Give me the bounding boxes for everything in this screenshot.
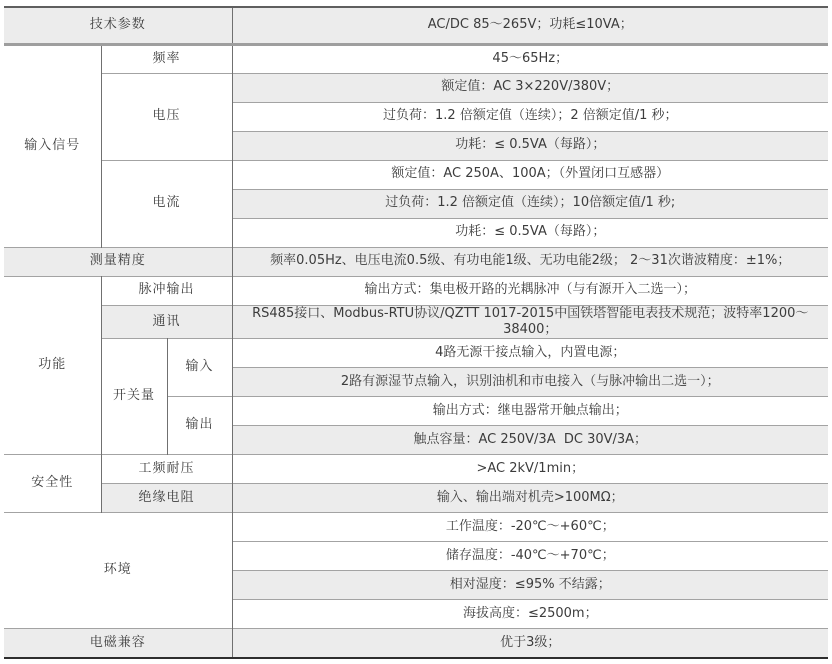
spec-value-switching-output-contact: 触点容量：AC 250V/3A DC 30V/3A； [232,426,828,455]
param-label-switching-output: 输出 [167,397,232,455]
spec-value-operating-temperature: 工作温度：-20℃～+60℃； [232,513,828,542]
spec-value-pulse-output: 输出方式：集电极开路的光耦脉冲（与有源开入二选一）； [232,276,828,305]
param-label-withstand-voltage: 工频耐压 [101,455,232,484]
section-label-measurement-accuracy: 测量精度 [4,247,232,276]
param-label-switching-input: 输入 [167,339,232,397]
section-label-functions: 功能 [4,276,101,455]
param-label-switching: 开关量 [101,339,167,455]
spec-value-switching-input-wet: 2路有源湿节点输入，识别油机和市电接入（与脉冲输出二选一）； [232,368,828,397]
header-value-power-supply: AC/DC 85～265V；功耗≤10VA； [232,7,828,44]
spec-value-relative-humidity: 相对湿度：≤95% 不结露； [232,571,828,600]
spec-value-emc: 优于3级； [232,629,828,658]
spec-value-current-rated: 额定值：AC 250A、100A；（外置闭口互感器） [232,160,828,189]
param-label-frequency: 频率 [101,44,232,73]
spec-value-switching-input-dry: 4路无源干接点输入，内置电源； [232,339,828,368]
section-label-environment: 环境 [4,513,232,629]
spec-value-switching-output-mode: 输出方式：继电器常开触点输出； [232,397,828,426]
header-label-technical-parameters: 技术参数 [4,7,232,44]
spec-value-voltage-overload: 过负荷：1.2 倍额定值（连续）；2 倍额定值/1 秒； [232,102,828,131]
spec-value-current-overload: 过负荷：1.2 倍额定值（连续）；10倍额定值/1 秒; [232,189,828,218]
param-label-communication: 通讯 [101,305,232,339]
spec-value-storage-temperature: 储存温度：-40℃～+70℃； [232,542,828,571]
section-label-safety: 安全性 [4,455,101,513]
param-label-current: 电流 [101,160,232,247]
spec-value-insulation-resistance: 输入、输出端对机壳>100MΩ； [232,484,828,513]
spec-value-communication: RS485接口、Modbus-RTU协议/QZTT 1017-2015中国铁塔智能电表技术规范；波特率1200～38400； [232,305,828,339]
spec-value-voltage-consumption: 功耗：≤ 0.5VA（每路）； [232,131,828,160]
spec-value-current-consumption: 功耗：≤ 0.5VA（每路）； [232,218,828,247]
spec-value-voltage-rated: 额定值：AC 3×220V/380V； [232,73,828,102]
param-label-voltage: 电压 [101,73,232,160]
param-label-insulation-resistance: 绝缘电阻 [101,484,232,513]
section-label-emc: 电磁兼容 [4,629,232,658]
spec-value-altitude: 海拔高度：≤2500m； [232,600,828,629]
technical-spec-table [4,6,828,659]
section-label-input-signal: 输入信号 [4,44,101,247]
spec-value-frequency: 45～65Hz； [232,44,828,73]
spec-value-measurement-accuracy: 频率0.05Hz、电压电流0.5级、有功电能1级、无功电能2级； 2～31次谐波精度：±1%； [232,247,828,276]
param-label-pulse-output: 脉冲输出 [101,276,232,305]
spec-value-withstand-voltage: >AC 2kV/1min； [232,455,828,484]
